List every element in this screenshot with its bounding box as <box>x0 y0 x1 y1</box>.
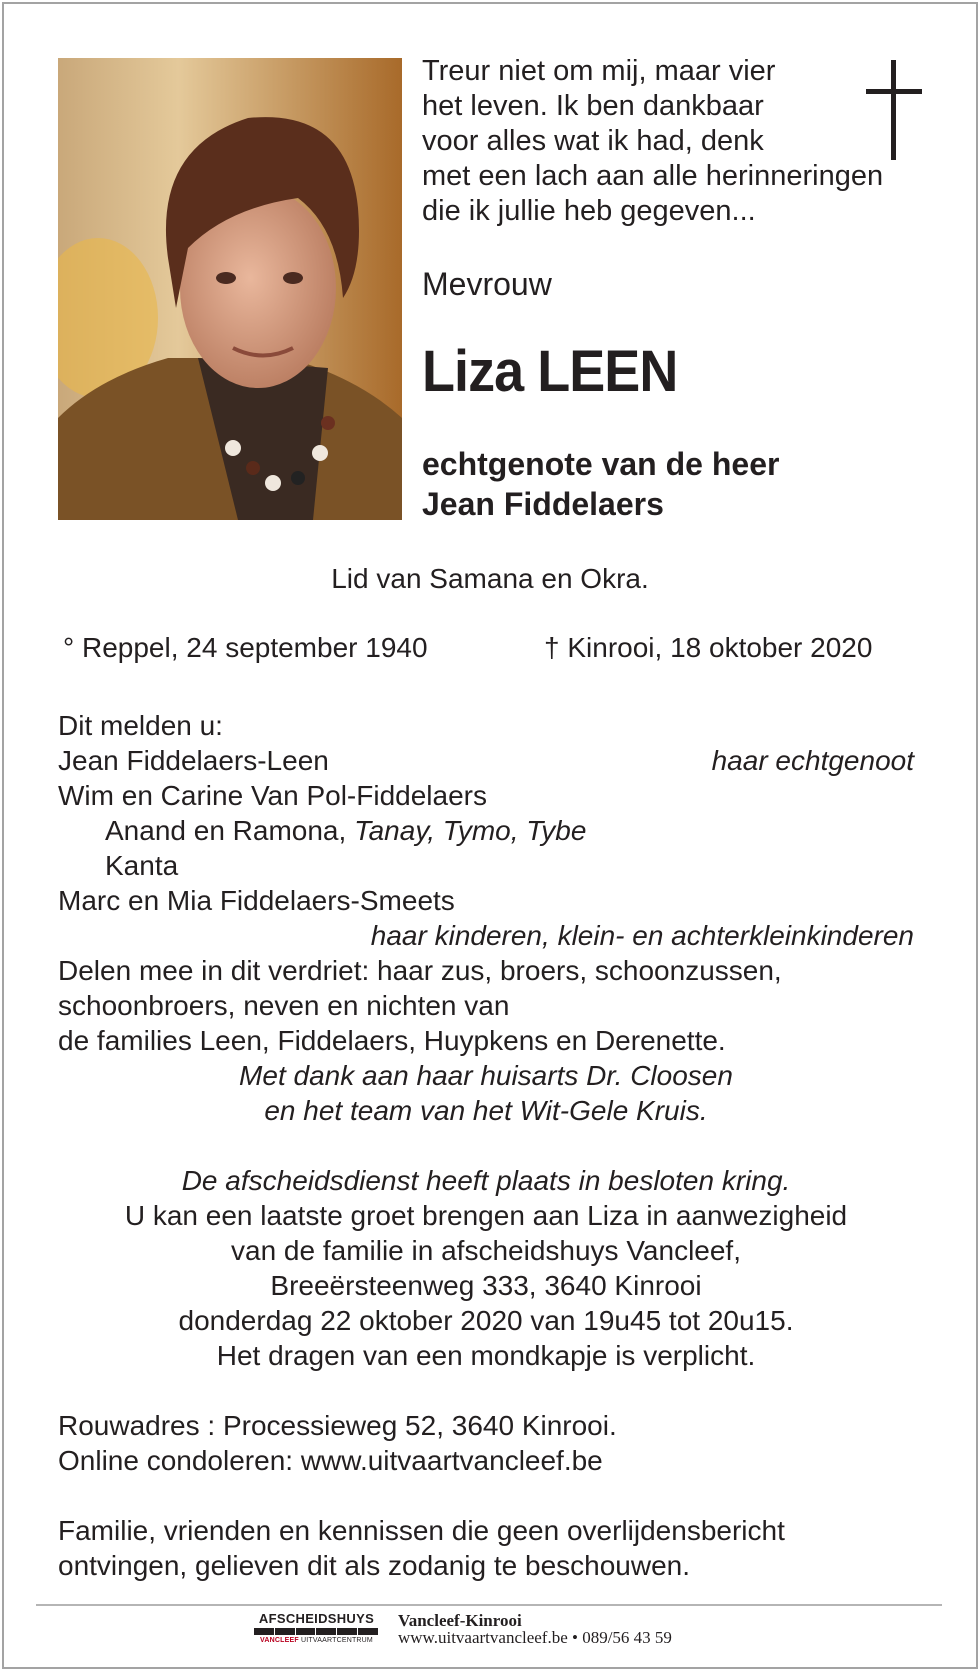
thanks-line: en het team van het Wit-Gele Kruis. <box>264 1095 708 1126</box>
closing-line: ontvingen, gelieven dit als zodanig te beschouwen. <box>58 1550 690 1581</box>
spouse-info <box>422 444 779 524</box>
grandchildren-names: Anand en Ramona, <box>105 815 347 846</box>
online-condolences: Online condoleren: www.uitvaartvancleef.be <box>58 1445 603 1476</box>
death-info: † Kinrooi, 18 oktober 2020 <box>544 632 873 663</box>
list-item <box>58 743 914 778</box>
grandchild-2: Kanta <box>105 850 179 881</box>
announcement-body <box>58 708 914 1583</box>
service-notice: De afscheidsdienst heeft plaats in besloten kring. <box>181 1165 791 1196</box>
grandchildren-1 <box>58 813 914 848</box>
service-line: Het dragen van een mondkapje is verplicht. <box>216 1340 756 1371</box>
sharing-line: Delen mee in dit verdriet: haar zus, broers, schoonzussen, <box>58 955 782 986</box>
membership: Lid van Samana en Okra. <box>331 563 649 594</box>
funeral-home-name: Vancleef-Kinrooi <box>398 1611 522 1630</box>
poem-line: die ik jullie heb gegeven... <box>422 195 756 227</box>
great-grandchildren-names: Tanay, Tymo, Tybe <box>354 815 587 846</box>
poem-line: Treur niet om mij, maar vier <box>422 55 776 87</box>
poem-line: met een lach aan alle herinneringen <box>422 160 884 192</box>
sharing-line: de families Leen, Fiddelaers, Huypkens en Derenette. <box>58 1025 726 1056</box>
thanks-line: Met dank aan haar huisarts Dr. Cloosen <box>239 1060 733 1091</box>
deceased-name: Liza LEEN <box>422 339 678 404</box>
children-role: haar kinderen, klein- en achterkleinkinderen <box>370 920 914 951</box>
poem-line: voor alles wat ik had, denk <box>422 125 764 157</box>
service-line: donderdag 22 oktober 2020 van 19u45 tot 20u15. <box>178 1305 794 1336</box>
logo-title: AFSCHEIDSHUYS <box>258 1611 375 1626</box>
cross-icon <box>866 60 922 160</box>
child-1: Wim en Carine Van Pol-Fiddelaers <box>58 780 487 811</box>
husband-name: Jean Fiddelaers-Leen <box>58 745 329 776</box>
honorific: Mevrouw <box>422 266 552 302</box>
footer-divider <box>36 1604 942 1606</box>
child-2: Marc en Mia Fiddelaers-Smeets <box>58 885 455 916</box>
service-line: van de familie in afscheidshuys Vancleef, <box>231 1235 741 1266</box>
logo-tagline: UITVAARTCENTRUM <box>301 1637 373 1644</box>
logo-bar <box>254 1628 379 1635</box>
poem-line: het leven. Ik ben dankbaar <box>422 90 764 122</box>
poem <box>422 54 922 229</box>
logo-subtitle <box>254 1636 379 1645</box>
spouse-line: echtgenote van de heer <box>422 446 780 482</box>
closing-line: Familie, vrienden en kennissen die geen overlijdensbericht <box>58 1515 785 1546</box>
mourning-address: Rouwadres : Processieweg 52, 3640 Kinrooi. <box>58 1410 617 1441</box>
husband-role: haar echtgenoot <box>711 745 914 776</box>
service-line: U kan een laatste groet brengen aan Liza in aanwezigheid <box>124 1200 848 1231</box>
funeral-home-contact: www.uitvaartvancleef.be • 089/56 43 59 <box>398 1628 672 1647</box>
birth-info: ° Reppel, 24 september 1940 <box>63 632 428 663</box>
sharing-line: schoonbroers, neven en nichten van <box>58 990 510 1021</box>
portrait-photo <box>58 58 402 520</box>
logo-brand: VANCLEEF <box>260 1637 299 1644</box>
announcers-intro: Dit melden u: <box>58 710 223 741</box>
service-line: Breeërsteenweg 333, 3640 Kinrooi <box>270 1270 702 1301</box>
funeral-home-logo <box>254 1612 379 1645</box>
spouse-line: Jean Fiddelaers <box>422 486 664 522</box>
